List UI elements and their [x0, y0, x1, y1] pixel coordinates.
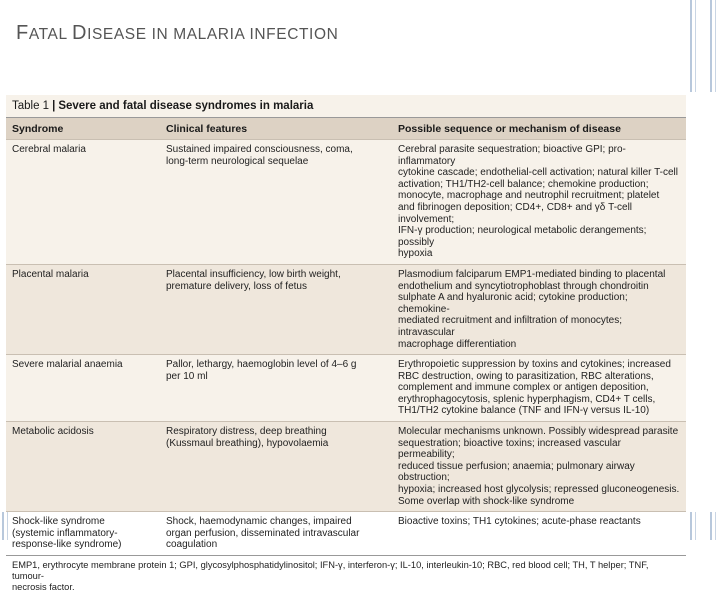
cell-features: Respiratory distress, deep breathing (Kussmaul breathing), hypovolaemia [160, 422, 392, 512]
slide-title [16, 22, 338, 45]
title-initial-1: F [16, 22, 29, 44]
table-caption-title: Severe and fatal disease syndromes in malaria [58, 100, 314, 112]
table-row [6, 422, 686, 512]
cell-syndrome: Metabolic acidosis [6, 422, 160, 512]
decorative-lines-top-right [686, 0, 720, 92]
cell-mechanism: Erythropoietic suppression by toxins and cytokines; increased RBC destruction, owing to parasitization, RBC alterations, complement and immune complex or antigen deposition, erythrophagocytosis, splenic hyperphagism, CD4+ T cells, TH1/TH2 cytokine balance (TNF and IFN-γ versus IL-10) [392, 355, 686, 422]
title-initial-2: D [72, 22, 88, 44]
cell-features: Shock, haemodynamic changes, impaired organ perfusion, disseminated intravascular coagulation [160, 512, 392, 555]
cell-features: Sustained impaired consciousness, coma, long-term neurological sequelae [160, 140, 392, 265]
cell-features: Placental insufficiency, low birth weight, premature delivery, loss of fetus [160, 264, 392, 354]
table-row [6, 264, 686, 354]
cell-syndrome: Placental malaria [6, 264, 160, 354]
syndromes-table [6, 118, 686, 555]
table-caption-separator: | [52, 100, 56, 112]
decorative-lines-bottom-right [686, 512, 720, 540]
cell-mechanism: Cerebral parasite sequestration; bioactive GPI; pro-inflammatory cytokine cascade; endothelial-cell activation; natural killer T-cell activation; TH1/TH2-cell balance; chemokine production; monocyte, macrophage and neutrophil recruitment; platelet and fibrinogen deposition; CD4+, CD8+ and γδ T-cell involvement; IFN-γ production; neurological metabolic derangements; possibly hypoxia [392, 140, 686, 265]
table-caption-label: Table 1 [12, 100, 50, 112]
cell-syndrome: Shock-like syndrome (systemic inflammatory- response-like syndrome) [6, 512, 160, 555]
table-caption [6, 95, 686, 118]
cell-mechanism: Plasmodium falciparum EMP1-mediated binding to placental endothelium and syncytiotrophoblast through chondroitin sulphate A and hyaluronic acid; cytokine production; chemokine- mediated recruitment and infiltration of monocytes; intravascular macrophage differentiation [392, 264, 686, 354]
title-part-2: ISEASE IN MALARIA INFECTION [87, 26, 339, 43]
table-row [6, 355, 686, 422]
header-syndrome: Syndrome [6, 118, 160, 140]
cell-mechanism: Molecular mechanisms unknown. Possibly widespread parasite sequestration; bioactive toxins; increased vascular permeability; reduced tissue perfusion; anaemia; pulmonary airway obstruction; hypoxia; increased host glycolysis; repressed gluconeogenesis. Some overlap with shock-like syndrome [392, 422, 686, 512]
title-part-1: ATAL [28, 26, 73, 43]
table-row [6, 512, 686, 555]
cell-mechanism: Bioactive toxins; TH1 cytokines; acute-phase reactants [392, 512, 686, 555]
table-footnote: EMP1, erythrocyte membrane protein 1; GPI, glycosylphosphatidylinositol; IFN-γ, interferon-γ; IL-10, interleukin-10; RBC, red blood cell; TH, T helper; TNF, tumour- necrosis factor. [6, 555, 686, 597]
table-row [6, 140, 686, 265]
cell-syndrome: Severe malarial anaemia [6, 355, 160, 422]
header-mechanism: Possible sequence or mechanism of disease [392, 118, 686, 140]
table-header-row [6, 118, 686, 140]
header-clinical-features: Clinical features [160, 118, 392, 140]
cell-features: Pallor, lethargy, haemoglobin level of 4–6 g per 10 ml [160, 355, 392, 422]
cell-syndrome: Cerebral malaria [6, 140, 160, 265]
table-image [6, 95, 686, 592]
